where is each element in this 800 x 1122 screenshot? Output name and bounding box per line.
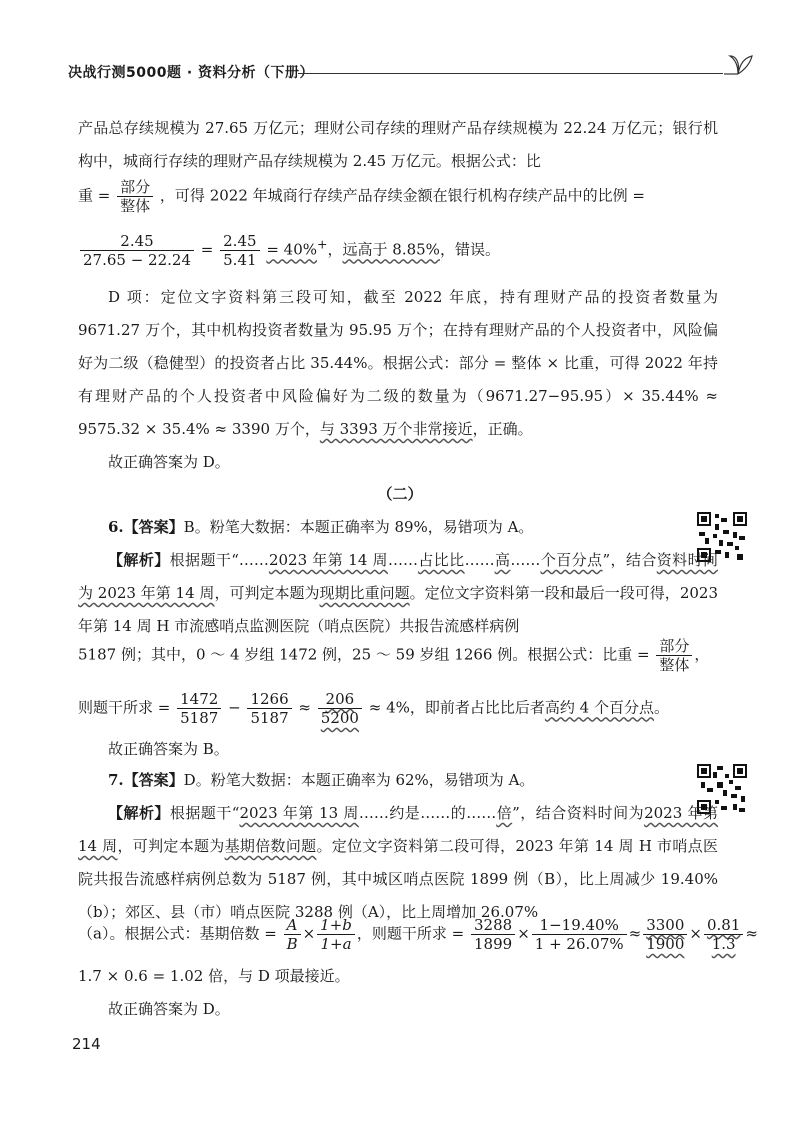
fraction-denominator: 1+a [320, 935, 352, 953]
fraction-numerator: 2.45 [80, 232, 194, 251]
answer-tag: 7.【答案】 [108, 771, 184, 789]
text-segment: ，可得 2022 年城商行存续产品存续金额在银行机构存续产品中的比例 = [159, 186, 645, 205]
answer-line-d2: 故正确答案为 D。 [108, 1000, 230, 1018]
emphasis-text: 资料时间为 2023 年第 14 周 [78, 551, 718, 602]
text-segment: ， [327, 240, 343, 259]
text-segment: D。粉笔大数据：本题正确率为 62%，易错项为 A。 [183, 771, 535, 789]
fraction-numerator: 3288 [471, 916, 515, 935]
equals-sign: = [200, 240, 214, 259]
answer-line-d: 故正确答案为 D。 [108, 453, 230, 471]
text-segment: （a）。根据公式：基期倍数 = [78, 924, 277, 943]
text-segment: 。 [653, 698, 669, 717]
fraction-denominator: 1 + 26.07% [534, 935, 624, 953]
q7-calc-result: 1.7 × 0.6 = 1.02 倍，与 D 项最接近。 [78, 967, 350, 985]
fraction-denominator: 5200 [320, 709, 359, 727]
text-segment: 根据题干“…… [169, 551, 269, 569]
fraction-numerator: 1−19.40% [532, 916, 627, 935]
fraction-numerator: 1266 [247, 690, 291, 709]
q6-calc-line [78, 690, 669, 727]
fraction-denominator: 1899 [474, 935, 513, 953]
text-segment: ≈ 4%，即前者占比比后者 [368, 698, 545, 717]
text-segment: ……约是……的…… [358, 804, 497, 822]
text-segment: 5187 例；其中，0 ～ 4 岁组 1472 例，25 ～ 59 岁组 1266 例。根据公式：比重 = [78, 645, 650, 664]
fraction-denominator: B [286, 935, 298, 953]
fraction-denominator: 整体 [659, 656, 690, 674]
fraction-part-whole [656, 637, 692, 674]
fraction-1 [177, 690, 221, 727]
emphasis-text: 2023 年第 14 周 [78, 804, 718, 855]
text-segment: ，可判定本题为 [117, 837, 225, 855]
text-segment: ， [694, 645, 710, 664]
fraction-denominator: 5187 [250, 709, 289, 727]
fraction-numerator: 3300 [643, 916, 687, 935]
q6-analysis [78, 544, 718, 643]
text-segment: 。定位文字资料第二段可得，2023 年第 14 周 H 市哨点医院共报告流感样病例总数为 5187 例，其中城区哨点医院 1899 例（B），比上周减少 19.40%（b）；郊区、县（市）哨点医院 3288 例（A），比上周增加 26.07% [78, 837, 718, 921]
fraction-numerator: 2.45 [220, 232, 259, 251]
section-title: （二） [377, 485, 423, 503]
formula-line-proportion [78, 178, 645, 215]
approx-sign: ≈ [298, 698, 311, 717]
q6-formula-line [78, 637, 709, 674]
fraction-numerator: A [284, 916, 301, 935]
minus-sign: − [228, 698, 241, 717]
fraction-numerator: 1472 [177, 690, 221, 709]
text-segment: ，正确。 [472, 420, 533, 438]
fraction-1 [80, 232, 194, 269]
fraction-denominator: 27.65 − 22.24 [83, 251, 191, 269]
emphasis-text: 与 3393 万个非常接近 [319, 420, 473, 438]
fraction-3 [318, 690, 362, 727]
approx-sign: ≈ [745, 924, 758, 943]
emphasis-text: 高约 4 个百分点 [544, 698, 654, 717]
sprout-icon [720, 48, 756, 82]
calc-line-city-bank [78, 232, 500, 269]
fraction-3288-1899 [471, 916, 515, 953]
analysis-tag: 【解析】 [108, 551, 170, 569]
text-segment: …… [387, 551, 418, 569]
text-segment: ，则题干所求 = [356, 924, 465, 943]
answer-line-b: 故正确答案为 B。 [108, 740, 229, 758]
emphasis-text: 倍 [496, 804, 513, 822]
answer-tag: 6.【答案】 [108, 518, 184, 536]
fraction-numerator: 部分 [117, 178, 153, 197]
times-sign: × [517, 924, 530, 943]
fraction-3300-1900 [643, 916, 687, 953]
text-segment: ，错误。 [439, 240, 500, 259]
analysis-tag: 【解析】 [108, 804, 170, 822]
fraction-numerator: 0.81 [704, 916, 743, 935]
emphasis-text: 高 [494, 551, 511, 569]
superscript-plus: + [317, 236, 328, 252]
fraction-denominator: 1.3 [711, 935, 736, 953]
text-segment: ”，结合 [602, 551, 657, 569]
text-segment: ”，结合资料时间为 [512, 804, 645, 822]
fraction-2 [220, 232, 259, 269]
emphasis-text: 2023 年第 14 周 [268, 551, 388, 569]
emphasis-text: 现期比重问题 [319, 584, 410, 602]
text-segment: 。定位文字资料第一段和最后一段可得，2023 年第 14 周 H 市流感哨点监测医院（哨点医院）共报告流感样病例 [78, 584, 718, 635]
text-segment: 重 = [78, 186, 111, 205]
result-value: = 40% [266, 240, 318, 259]
fraction-numerator: 206 [318, 690, 362, 709]
fraction-part-whole [117, 178, 153, 215]
text-segment: B。粉笔大数据：本题正确率为 89%，易错项为 A。 [183, 518, 534, 536]
fraction-denominator: 整体 [120, 197, 151, 215]
text-segment: ，可判定本题为 [214, 584, 320, 602]
emphasis-text: 远高于 8.85% [342, 240, 440, 259]
emphasis-text: 2023 年第 13 周 [239, 804, 359, 822]
text-segment: D 项：定位文字资料第三段可知，截至 2022 年底，持有理财产品的投资者数量为 9671.27 万个，其中机构投资者数量为 95.95 万个；在持有理财产品的个人投资者中，风险偏好为二级（稳健型）的投资者占比 35.44%。根据公式：部分 = 整体 × 比重，可得 2022 年持有理财产品的个人投资者中风险偏好为二级的数量为（9671.27−95.95）× 35.44% ≈ 9575.32 × 35.4% ≈ 3390 万个， [78, 288, 718, 438]
fraction-1b-1a [317, 916, 355, 953]
page-number: 214 [72, 1035, 101, 1053]
emphasis-text: 个百分点 [540, 551, 603, 569]
fraction-a-b [284, 916, 301, 953]
running-header: 决战行测5000题 · 资料分析（下册） [68, 65, 315, 81]
q6-answer [78, 511, 718, 544]
approx-sign: ≈ [628, 924, 642, 943]
header-rule [298, 73, 723, 74]
fraction-081-13 [704, 916, 743, 953]
q7-analysis [78, 797, 718, 929]
fraction-numerator: 1+b [317, 916, 355, 935]
fraction-numerator: 部分 [656, 637, 692, 656]
emphasis-text: 占比比 [417, 551, 465, 569]
q7-formula-line [78, 916, 758, 953]
q7-answer [78, 764, 718, 797]
text-segment: …… [464, 551, 495, 569]
paragraph-storage-scale: 产品总存续规模为 27.65 万亿元；理财公司存续的理财产品存续规模为 22.24 万亿元；银行机构中，城商行存续的理财产品存续规模为 2.45 万亿元。根据公式：比 [78, 119, 718, 170]
fraction-2 [247, 690, 291, 727]
emphasis-text: 基期倍数问题 [224, 837, 317, 855]
paragraph-option-d [78, 281, 718, 446]
fraction-denominator: 5.41 [223, 251, 257, 269]
text-segment: 根据题干“ [169, 804, 240, 822]
fraction-rate [532, 916, 627, 953]
text-segment: 则题干所求 = [78, 698, 171, 717]
text-segment: …… [510, 551, 541, 569]
fraction-denominator: 1900 [646, 935, 685, 953]
fraction-denominator: 5187 [180, 709, 219, 727]
times-sign: × [689, 924, 702, 943]
times-sign: × [302, 924, 316, 943]
